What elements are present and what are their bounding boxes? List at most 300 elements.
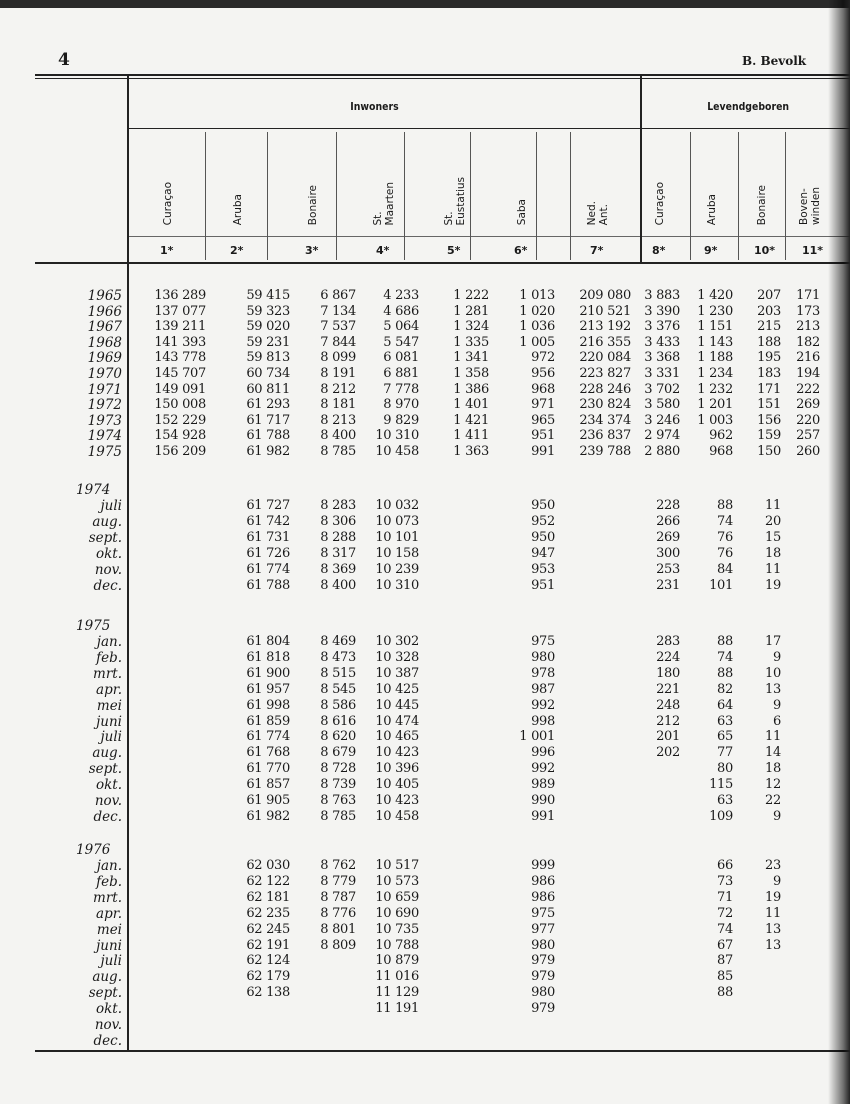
row-label: 1967 <box>87 319 122 336</box>
cell-col-10: 151 <box>757 397 781 413</box>
cell-col-5: 1 421 <box>453 412 489 428</box>
row-label: 1975 <box>87 444 122 460</box>
cell-col-7: 236 837 <box>579 428 631 444</box>
cell-col-2: 61 774 <box>246 729 290 745</box>
column-label: Curaçao <box>654 181 666 225</box>
row-label: mrt. <box>93 889 122 906</box>
table-row <box>0 666 850 682</box>
cell-col-4: 5 547 <box>383 334 419 350</box>
header-bottom-rule <box>35 262 850 264</box>
cell-col-8: 3 580 <box>644 397 680 413</box>
cell-col-6: 952 <box>531 513 555 529</box>
cell-col-4: 10 310 <box>375 428 419 444</box>
cell-col-1: 150 008 <box>154 397 206 413</box>
cell-col-3: 8 400 <box>320 577 356 593</box>
cell-col-9: 1 151 <box>697 319 733 335</box>
cell-col-1: 156 209 <box>154 444 206 459</box>
cell-col-2: 59 415 <box>246 288 290 303</box>
cell-col-7: 210 521 <box>579 303 631 319</box>
cell-col-10: 23 <box>765 858 781 873</box>
cell-col-3: 8 616 <box>320 713 356 729</box>
row-label: juli <box>100 729 122 746</box>
cell-col-1: 154 928 <box>154 428 206 444</box>
cell-col-6: 965 <box>531 412 555 428</box>
cell-col-8: 3 368 <box>644 350 680 366</box>
column-header-5 <box>435 135 475 225</box>
cell-col-4: 11 191 <box>375 1001 419 1017</box>
cell-col-6: 947 <box>531 545 555 561</box>
cell-col-2: 61 774 <box>246 561 290 577</box>
cell-col-3: 8 785 <box>320 444 356 459</box>
cell-col-10: 12 <box>765 777 781 793</box>
cell-col-2: 59 813 <box>246 350 290 366</box>
group-heading-inwoners: Inwoners <box>350 100 399 113</box>
section-year: 1975 <box>76 618 111 634</box>
cell-col-10: 9 <box>773 649 781 665</box>
cell-col-4: 10 158 <box>375 545 419 561</box>
cell-col-6: 992 <box>531 761 555 777</box>
cell-col-1: 137 077 <box>154 303 206 319</box>
cell-col-4: 4 233 <box>383 288 419 303</box>
row-label: dec. <box>93 1032 122 1049</box>
cell-col-6: 987 <box>531 681 555 697</box>
cell-col-9: 109 <box>709 808 733 824</box>
column-separator <box>738 132 739 260</box>
cell-col-7: 209 080 <box>579 288 631 303</box>
cell-col-4: 6 881 <box>383 366 419 381</box>
cell-col-10: 9 <box>773 808 781 824</box>
cell-col-2: 61 727 <box>246 498 290 513</box>
cell-col-3: 8 809 <box>320 937 356 953</box>
row-label: dec. <box>93 808 122 825</box>
cell-col-4: 10 302 <box>375 634 419 649</box>
cell-col-6: 979 <box>531 953 555 969</box>
cell-col-4: 10 445 <box>375 697 419 713</box>
cell-col-1: 149 091 <box>154 381 206 397</box>
cell-col-9: 74 <box>717 513 733 529</box>
column-separator <box>785 132 786 260</box>
cell-col-7: 216 355 <box>579 334 631 350</box>
cell-col-4: 10 879 <box>375 953 419 969</box>
cell-col-11: 216 <box>796 350 820 366</box>
cell-col-10: 22 <box>765 793 781 808</box>
cell-col-3: 8 620 <box>320 729 356 745</box>
column-header-9 <box>692 135 732 225</box>
cell-col-8: 201 <box>656 729 680 745</box>
cell-col-9: 76 <box>717 545 733 561</box>
column-number: 9* <box>704 244 718 257</box>
cell-col-4: 10 458 <box>375 444 419 459</box>
cell-col-2: 59 020 <box>246 319 290 335</box>
cell-col-2: 61 742 <box>246 513 290 529</box>
cell-col-8: 3 883 <box>644 288 680 303</box>
cell-col-5: 1 222 <box>453 288 489 303</box>
cell-col-11: 194 <box>796 366 820 381</box>
cell-col-6: 978 <box>531 665 555 681</box>
table-row <box>0 546 850 562</box>
table-row <box>0 953 850 969</box>
row-label: okt. <box>95 545 122 562</box>
cell-col-3: 7 537 <box>320 319 356 335</box>
cell-col-7: 228 246 <box>579 381 631 397</box>
cell-col-6: 991 <box>531 444 555 459</box>
cell-col-9: 968 <box>709 444 733 459</box>
cell-col-6: 1 020 <box>519 303 555 319</box>
table-row <box>0 890 850 906</box>
row-label: 1973 <box>87 412 122 429</box>
cell-col-9: 962 <box>709 428 733 444</box>
cell-col-2: 62 030 <box>246 858 290 873</box>
table-row <box>0 382 850 398</box>
cell-col-2: 61 998 <box>246 697 290 713</box>
cell-col-3: 8 283 <box>320 498 356 513</box>
cell-col-3: 8 679 <box>320 745 356 761</box>
cell-col-4: 10 423 <box>375 745 419 761</box>
cell-col-6: 951 <box>531 577 555 593</box>
cell-col-10: 18 <box>765 761 781 777</box>
column-number: 4* <box>376 244 390 257</box>
cell-col-9: 1 143 <box>697 334 733 350</box>
cell-col-10: 20 <box>765 513 781 529</box>
cell-col-2: 62 245 <box>246 921 290 937</box>
cell-col-4: 10 387 <box>375 665 419 681</box>
table-row <box>0 858 850 874</box>
cell-col-8: 3 331 <box>644 366 680 381</box>
cell-col-10: 14 <box>765 745 781 761</box>
cell-col-6: 950 <box>531 529 555 545</box>
cell-col-8: 3 702 <box>644 381 680 397</box>
cell-col-8: 221 <box>656 681 680 697</box>
row-label: apr. <box>96 905 122 922</box>
cell-col-4: 10 474 <box>375 713 419 729</box>
cell-col-9: 87 <box>717 953 733 969</box>
table-row <box>0 1017 850 1033</box>
column-label: Boven- winden <box>798 187 822 225</box>
cell-col-3: 8 779 <box>320 873 356 889</box>
cell-col-2: 61 900 <box>246 665 290 681</box>
table-row <box>0 366 850 382</box>
row-label: 1968 <box>87 334 122 351</box>
column-header-10 <box>742 135 782 225</box>
column-separator <box>536 132 537 260</box>
cell-col-6: 1 013 <box>519 288 555 303</box>
cell-col-5: 1 363 <box>453 444 489 459</box>
cell-col-3: 8 762 <box>320 858 356 873</box>
cell-col-11: 171 <box>796 288 820 303</box>
cell-col-9: 74 <box>717 921 733 937</box>
row-label: feb. <box>96 649 122 666</box>
cell-col-2: 61 293 <box>246 397 290 413</box>
cell-col-11: 260 <box>796 444 820 459</box>
cell-col-4: 10 465 <box>375 729 419 745</box>
column-label: Saba <box>516 198 528 225</box>
cell-col-3: 8 787 <box>320 889 356 905</box>
column-header-3 <box>293 135 333 225</box>
table-row <box>0 578 850 594</box>
cell-col-2: 62 191 <box>246 937 290 953</box>
row-label: feb. <box>96 873 122 890</box>
cell-col-4: 10 396 <box>375 761 419 777</box>
section-year: 1974 <box>76 482 111 498</box>
cell-col-2: 61 731 <box>246 529 290 545</box>
cell-col-6: 990 <box>531 793 555 808</box>
row-label: nov. <box>94 793 122 809</box>
cell-col-3: 8 739 <box>320 777 356 793</box>
row-label: dec. <box>93 577 122 594</box>
row-label: sept. <box>88 761 122 778</box>
cell-col-8: 2 880 <box>644 444 680 459</box>
column-label: St. Maarten <box>372 181 396 225</box>
row-label: apr. <box>96 681 122 698</box>
cell-col-10: 10 <box>765 665 781 681</box>
row-label: mei <box>96 697 122 714</box>
cell-col-4: 10 788 <box>375 937 419 953</box>
cell-col-5: 1 335 <box>453 334 489 350</box>
bottom-rule <box>35 1050 850 1052</box>
cell-col-10: 183 <box>757 366 781 381</box>
cell-col-4: 10 690 <box>375 905 419 921</box>
cell-col-2: 61 804 <box>246 634 290 649</box>
cell-col-10: 6 <box>773 713 781 729</box>
column-separator <box>205 132 206 260</box>
cell-col-6: 968 <box>531 381 555 397</box>
cell-col-4: 10 458 <box>375 808 419 824</box>
cell-col-4: 10 573 <box>375 873 419 889</box>
cell-col-6: 977 <box>531 921 555 937</box>
cell-col-3: 8 785 <box>320 808 356 824</box>
cell-col-2: 62 124 <box>246 953 290 969</box>
table-row <box>0 1033 850 1049</box>
table-row <box>0 761 850 777</box>
cell-col-3: 7 134 <box>320 303 356 319</box>
row-label: juni <box>96 937 122 954</box>
cell-col-8: 3 376 <box>644 319 680 335</box>
cell-col-8: 231 <box>656 577 680 593</box>
column-header-8 <box>640 135 680 225</box>
cell-col-5: 1 281 <box>453 303 489 319</box>
table-row <box>0 698 850 714</box>
cell-col-10: 13 <box>765 921 781 937</box>
cell-col-3: 8 763 <box>320 793 356 808</box>
cell-col-4: 10 073 <box>375 513 419 529</box>
cell-col-8: 283 <box>656 634 680 649</box>
cell-col-10: 13 <box>765 937 781 953</box>
cell-col-2: 59 323 <box>246 303 290 319</box>
cell-col-3: 8 317 <box>320 545 356 561</box>
cell-col-4: 10 239 <box>375 561 419 577</box>
cell-col-10: 9 <box>773 697 781 713</box>
cell-col-9: 88 <box>717 665 733 681</box>
cell-col-4: 10 425 <box>375 681 419 697</box>
cell-col-2: 62 235 <box>246 905 290 921</box>
table-row <box>0 793 850 809</box>
row-label: sept. <box>88 529 122 546</box>
cell-col-8: 248 <box>656 697 680 713</box>
table-row <box>0 350 850 366</box>
column-header-11 <box>790 135 830 225</box>
cell-col-8: 269 <box>656 529 680 545</box>
group-heading-levendgeboren: Levendgeboren <box>707 100 790 113</box>
cell-col-10: 19 <box>765 577 781 593</box>
table-row <box>0 530 850 546</box>
scan-top-border <box>0 0 850 8</box>
section-year: 1976 <box>76 842 111 858</box>
cell-col-4: 9 829 <box>383 412 419 428</box>
cell-col-2: 62 179 <box>246 969 290 985</box>
cell-col-6: 979 <box>531 969 555 985</box>
cell-col-9: 71 <box>717 889 733 905</box>
cell-col-4: 4 686 <box>383 303 419 319</box>
cell-col-5: 1 358 <box>453 366 489 381</box>
cell-col-10: 11 <box>765 729 781 745</box>
column-separator <box>267 132 268 260</box>
column-number: 5* <box>447 244 461 257</box>
cell-col-4: 7 778 <box>383 381 419 397</box>
cell-col-6: 979 <box>531 1001 555 1017</box>
cell-col-10: 11 <box>765 905 781 921</box>
cell-col-1: 143 778 <box>154 350 206 366</box>
cell-col-7: 239 788 <box>579 444 631 459</box>
cell-col-4: 8 970 <box>383 397 419 413</box>
cell-col-2: 61 717 <box>246 412 290 428</box>
table-row <box>0 714 850 730</box>
row-label: okt. <box>95 1001 122 1018</box>
cell-col-3: 8 213 <box>320 412 356 428</box>
cell-col-2: 61 788 <box>246 577 290 593</box>
row-label: 1970 <box>87 366 122 382</box>
table-row <box>0 319 850 335</box>
cell-col-3: 8 545 <box>320 681 356 697</box>
cell-col-5: 1 411 <box>453 428 489 444</box>
cell-col-2: 61 982 <box>246 444 290 459</box>
cell-col-10: 13 <box>765 681 781 697</box>
cell-col-4: 11 129 <box>375 985 419 1001</box>
top-rule <box>35 74 850 76</box>
cell-col-6: 989 <box>531 777 555 793</box>
cell-col-1: 145 707 <box>154 366 206 381</box>
cell-col-6: 951 <box>531 428 555 444</box>
cell-col-9: 66 <box>717 858 733 873</box>
table-row <box>0 922 850 938</box>
cell-col-9: 84 <box>717 561 733 577</box>
cell-col-4: 10 735 <box>375 921 419 937</box>
cell-col-11: 220 <box>796 412 820 428</box>
row-label: juni <box>96 713 122 730</box>
cell-col-5: 1 324 <box>453 319 489 335</box>
row-label: mrt. <box>93 665 122 682</box>
cell-col-1: 152 229 <box>154 412 206 428</box>
cell-col-6: 956 <box>531 366 555 381</box>
cell-col-10: 215 <box>757 319 781 335</box>
cell-col-4: 10 405 <box>375 777 419 793</box>
cell-col-2: 61 768 <box>246 745 290 761</box>
cell-col-8: 212 <box>656 713 680 729</box>
cell-col-7: 213 192 <box>579 319 631 335</box>
table-row <box>0 498 850 514</box>
row-label: 1974 <box>87 428 122 445</box>
cell-col-10: 17 <box>765 634 781 649</box>
row-label: 1972 <box>87 397 122 414</box>
running-head: B. Bevolk <box>742 54 807 68</box>
cell-col-10: 207 <box>757 288 781 303</box>
cell-col-11: 222 <box>796 381 820 397</box>
cell-col-9: 82 <box>717 681 733 697</box>
cell-col-11: 257 <box>796 428 820 444</box>
cell-col-6: 971 <box>531 397 555 413</box>
cell-col-6: 986 <box>531 889 555 905</box>
cell-col-6: 953 <box>531 561 555 577</box>
cell-col-6: 999 <box>531 858 555 873</box>
cell-col-8: 228 <box>656 498 680 513</box>
column-number: 7* <box>590 244 604 257</box>
column-label: Bonaire <box>307 184 319 225</box>
row-label: 1971 <box>87 381 122 398</box>
cell-col-3: 8 469 <box>320 634 356 649</box>
cell-col-8: 180 <box>656 665 680 681</box>
table-row <box>0 985 850 1001</box>
cell-col-9: 1 234 <box>697 366 733 381</box>
row-label: juli <box>100 498 122 514</box>
column-header-4 <box>364 135 404 225</box>
cell-col-3: 8 099 <box>320 350 356 366</box>
row-label: aug. <box>92 513 122 530</box>
cell-col-5: 1 386 <box>453 381 489 397</box>
column-label: Bonaire <box>756 184 768 225</box>
column-header-2 <box>218 135 258 225</box>
scan-edge-shadow <box>828 0 850 1104</box>
table-row <box>0 634 850 650</box>
cell-col-10: 11 <box>765 561 781 577</box>
column-header-1 <box>148 135 188 225</box>
cell-col-2: 60 811 <box>246 381 290 397</box>
cell-col-8: 3 433 <box>644 334 680 350</box>
cell-col-8: 3 246 <box>644 412 680 428</box>
cell-col-9: 77 <box>717 745 733 761</box>
cell-col-3: 8 191 <box>320 366 356 381</box>
cell-col-9: 1 232 <box>697 381 733 397</box>
cell-col-2: 61 859 <box>246 713 290 729</box>
group-rule <box>128 128 850 129</box>
cell-col-9: 64 <box>717 697 733 713</box>
cell-col-10: 195 <box>757 350 781 366</box>
column-header-7 <box>578 135 618 225</box>
table-row <box>0 682 850 698</box>
cell-col-2: 61 788 <box>246 428 290 444</box>
column-label: St. Eustatius <box>443 176 467 225</box>
table-row <box>0 562 850 578</box>
cell-col-7: 234 374 <box>579 412 631 428</box>
cell-col-10: 159 <box>757 428 781 444</box>
cell-col-2: 61 857 <box>246 777 290 793</box>
row-label: juli <box>100 953 122 970</box>
table-row <box>0 874 850 890</box>
cell-col-6: 980 <box>531 649 555 665</box>
column-number: 11* <box>802 244 824 257</box>
cell-col-7: 223 827 <box>579 366 631 381</box>
cell-col-1: 136 289 <box>154 288 206 303</box>
cell-col-6: 998 <box>531 713 555 729</box>
cell-col-3: 8 306 <box>320 513 356 529</box>
table-row <box>0 745 850 761</box>
cell-col-9: 101 <box>709 577 733 593</box>
table-row <box>0 1001 850 1017</box>
cell-col-5: 1 341 <box>453 350 489 366</box>
row-label: 1966 <box>87 303 122 320</box>
table-row <box>0 650 850 666</box>
column-separator <box>404 132 405 260</box>
column-number: 8* <box>652 244 666 257</box>
row-label: aug. <box>92 745 122 762</box>
